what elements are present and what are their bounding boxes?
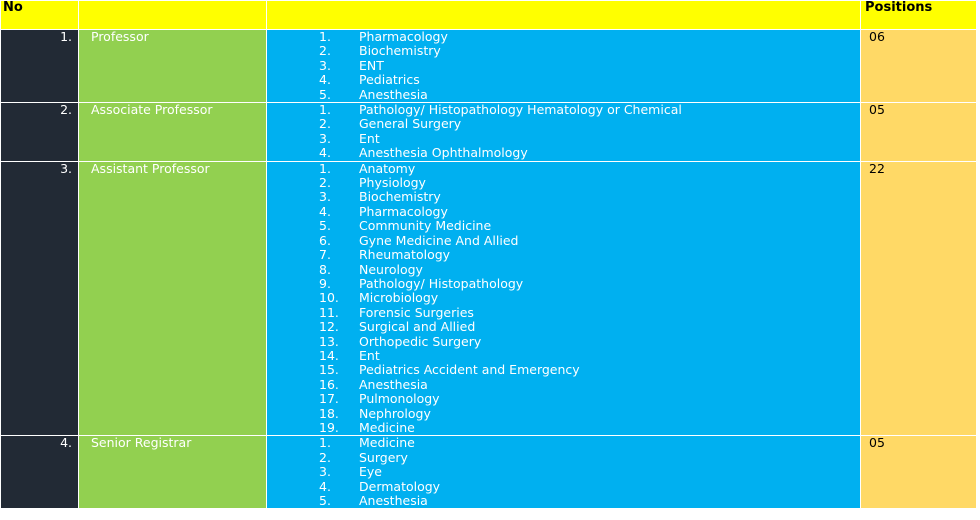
position-count: 05	[861, 436, 977, 509]
department-number: 8.	[319, 261, 331, 277]
table-row	[1, 103, 977, 162]
department-item	[319, 73, 860, 87]
department-number: 5.	[319, 493, 331, 508]
department-number: 2.	[319, 116, 331, 132]
department-number: 2.	[319, 43, 331, 59]
department-number: 3.	[319, 464, 331, 480]
department-item	[319, 291, 860, 305]
department-name: Surgical and Allied	[359, 319, 476, 335]
department-item	[319, 162, 860, 176]
position-title: Professor	[79, 30, 267, 103]
department-name: Pulmonology	[359, 391, 440, 407]
department-item	[319, 205, 860, 219]
department-item	[319, 335, 860, 349]
department-name: Anatomy	[359, 161, 416, 176]
department-name: Biochemistry	[359, 43, 441, 59]
department-item	[319, 436, 860, 450]
department-item	[319, 248, 860, 262]
department-number: 5.	[319, 86, 331, 102]
department-number: 12.	[319, 319, 339, 335]
header-position	[79, 1, 267, 30]
department-item	[319, 132, 860, 146]
department-name: Community Medicine	[359, 218, 492, 234]
department-item	[319, 494, 860, 508]
department-name: Medicine	[359, 419, 415, 435]
department-number: 2.	[319, 175, 331, 191]
table-row	[1, 436, 977, 509]
position-count: 22	[861, 161, 977, 436]
department-item	[319, 263, 860, 277]
department-number: 2.	[319, 449, 331, 465]
department-item	[319, 234, 860, 248]
department-number: 4.	[319, 145, 331, 161]
department-item	[319, 59, 860, 73]
department-item	[319, 190, 860, 204]
department-list	[267, 30, 861, 103]
department-number: 1.	[319, 435, 331, 451]
department-name: Ent	[359, 347, 380, 363]
department-item	[319, 30, 860, 44]
department-number: 3.	[319, 189, 331, 205]
department-name: Pediatrics	[359, 72, 420, 88]
department-number: 16.	[319, 376, 339, 392]
department-item	[319, 103, 860, 117]
department-name: Neurology	[359, 261, 423, 277]
department-name: Anesthesia	[359, 86, 428, 102]
department-item	[319, 117, 860, 131]
department-item	[319, 465, 860, 479]
table-row	[1, 161, 977, 436]
department-number: 4.	[319, 203, 331, 219]
department-name: Physiology	[359, 175, 426, 191]
department-number: 1.	[319, 161, 331, 176]
department-number: 9.	[319, 275, 331, 291]
table-body	[1, 1, 977, 509]
department-list	[267, 436, 861, 509]
department-number: 3.	[319, 57, 331, 73]
position-count: 06	[861, 30, 977, 103]
row-number: 2.	[1, 103, 79, 162]
department-number: 4.	[319, 478, 331, 494]
department-number: 17.	[319, 391, 339, 407]
department-name: Microbiology	[359, 290, 439, 306]
row-number: 1.	[1, 30, 79, 103]
department-name: Anesthesia	[359, 493, 428, 508]
department-number: 15.	[319, 362, 339, 378]
department-number: 1.	[319, 102, 331, 118]
department-list	[267, 103, 861, 162]
department-name: Medicine	[359, 435, 415, 451]
position-title: Senior Registrar	[79, 436, 267, 509]
department-item	[319, 451, 860, 465]
department-item	[319, 363, 860, 377]
department-item	[319, 44, 860, 58]
header-no: No	[1, 1, 79, 30]
department-item	[319, 407, 860, 421]
department-name: Nephrology	[359, 405, 431, 421]
department-item	[319, 146, 860, 160]
department-name: Ent	[359, 130, 380, 146]
department-item	[319, 176, 860, 190]
department-item	[319, 480, 860, 494]
department-item	[319, 306, 860, 320]
department-item	[319, 219, 860, 233]
department-name: Dermatology	[359, 478, 441, 494]
department-name: Pharmacology	[359, 29, 448, 44]
department-name: Anesthesia	[359, 376, 428, 392]
department-name: Rheumatology	[359, 247, 451, 263]
department-number: 13.	[319, 333, 339, 349]
department-number: 6.	[319, 232, 331, 248]
department-item	[319, 378, 860, 392]
department-name: General Surgery	[359, 116, 462, 132]
department-name: Orthopedic Surgery	[359, 333, 482, 349]
department-item	[319, 320, 860, 334]
department-name: Pharmacology	[359, 203, 448, 219]
department-name: Pediatrics Accident and Emergency	[359, 362, 580, 378]
department-item	[319, 277, 860, 291]
department-name: Gyne Medicine And Allied	[359, 232, 519, 248]
header-department	[267, 1, 861, 30]
department-number: 3.	[319, 130, 331, 146]
department-name: Surgery	[359, 449, 408, 465]
row-number: 3.	[1, 161, 79, 436]
position-title: Associate Professor	[79, 103, 267, 162]
table-row	[1, 30, 977, 103]
department-number: 4.	[319, 72, 331, 88]
department-item	[319, 349, 860, 363]
header-row	[1, 1, 977, 30]
department-name: Anesthesia Ophthalmology	[359, 145, 528, 161]
department-item	[319, 88, 860, 102]
department-number: 11.	[319, 304, 339, 320]
department-list	[267, 161, 861, 436]
position-count: 05	[861, 103, 977, 162]
department-item	[319, 421, 860, 435]
department-name: Eye	[359, 464, 382, 480]
department-number: 14.	[319, 347, 339, 363]
department-number: 5.	[319, 218, 331, 234]
department-number: 10.	[319, 290, 339, 306]
department-name: Pathology/ Histopathology	[359, 275, 524, 291]
department-number: 7.	[319, 247, 331, 263]
department-number: 19.	[319, 419, 339, 435]
department-number: 18.	[319, 405, 339, 421]
department-name: ENT	[359, 57, 384, 73]
department-number: 1.	[319, 29, 331, 44]
row-number: 4.	[1, 436, 79, 509]
position-title: Assistant Professor	[79, 161, 267, 436]
department-name: Pathology/ Histopathology Hematology or Chemical	[359, 102, 682, 118]
header-positions: Positions	[861, 1, 977, 30]
department-item	[319, 392, 860, 406]
department-name: Forensic Surgeries	[359, 304, 474, 320]
department-name: Biochemistry	[359, 189, 441, 205]
